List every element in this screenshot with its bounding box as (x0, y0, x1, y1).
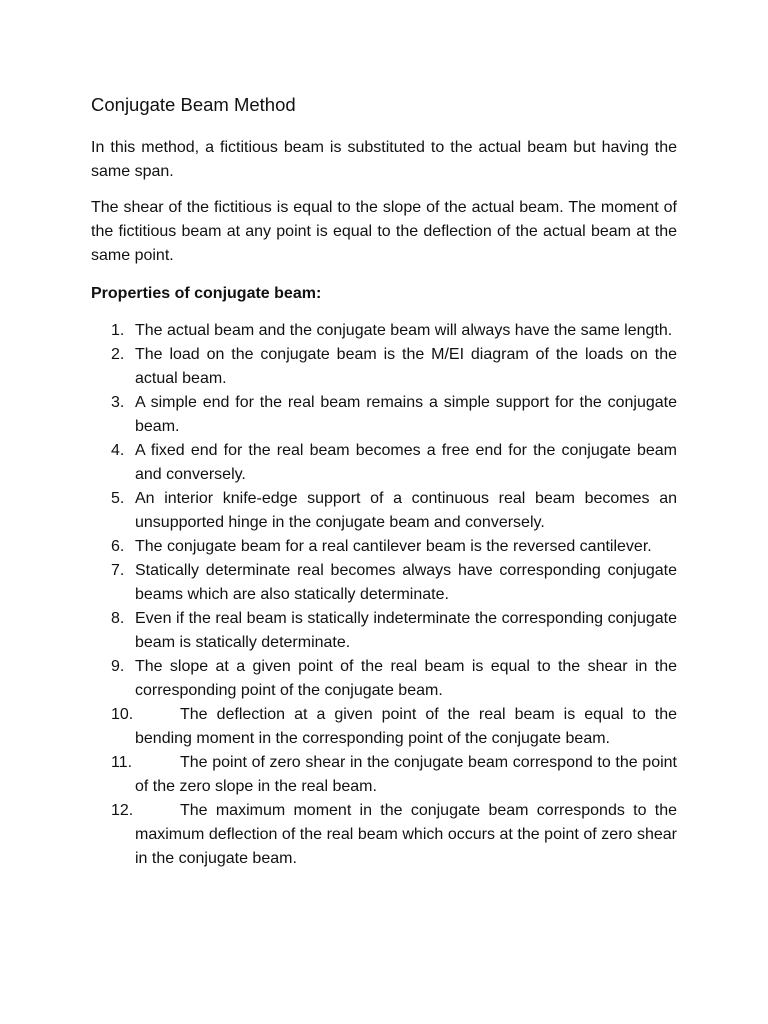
list-item-text: The maximum moment in the conjugate beam corresponds to the maximum deflection of the real beam which occurs at the point of zero shear in the conjugate beam. (135, 802, 677, 867)
list-item-number: 7. (111, 562, 125, 579)
shear-moment-paragraph: The shear of the fictitious is equal to the slope of the actual beam. The moment of the fictitious beam at any point is equal to the deflection of the actual beam at the same point. (91, 199, 677, 264)
list-item (91, 655, 677, 703)
list-item-text: The deflection at a given point of the real beam is equal to the bending moment in the corresponding point of the conjugate beam. (135, 706, 677, 747)
list-item-number: 8. (111, 610, 125, 627)
list-item (91, 559, 677, 607)
properties-list (91, 319, 677, 871)
list-item-text: The point of zero shear in the conjugate beam correspond to the point of the zero slope in the real beam. (135, 754, 677, 795)
intro-paragraph: In this method, a fictitious beam is substituted to the actual beam but having the same span. (91, 139, 677, 180)
list-item (91, 535, 677, 559)
list-item-text: A simple end for the real beam remains a simple support for the conjugate beam. (135, 394, 677, 435)
list-item-number: 4. (111, 442, 125, 459)
list-item (91, 343, 677, 391)
document-page (91, 92, 677, 871)
list-item-number: 10. (111, 706, 134, 723)
list-item-number: 3. (111, 394, 125, 411)
list-item-number: 2. (111, 346, 125, 363)
list-item-text: An interior knife-edge support of a continuous real beam becomes an unsupported hinge in the conjugate beam and conversely. (135, 490, 677, 531)
list-item (91, 703, 677, 751)
list-item-text: The load on the conjugate beam is the M/EI diagram of the loads on the actual beam. (135, 346, 677, 387)
list-item (91, 487, 677, 535)
list-item-number: 6. (111, 538, 125, 555)
list-item-text: The conjugate beam for a real cantilever beam is the reversed cantilever. (135, 538, 652, 555)
list-item-text: The slope at a given point of the real beam is equal to the shear in the corresponding point of the conjugate beam. (135, 658, 677, 699)
list-item (91, 439, 677, 487)
list-item (91, 799, 677, 871)
list-item (91, 391, 677, 439)
page-title: Conjugate Beam Method (91, 94, 296, 115)
list-item-text: A fixed end for the real beam becomes a free end for the conjugate beam and conversely. (135, 442, 677, 483)
list-item (91, 751, 677, 799)
list-item-number: 11. (111, 754, 133, 771)
list-item-text: Even if the real beam is statically indeterminate the corresponding conjugate beam is statically determinate. (135, 610, 677, 651)
list-item-number: 12. (111, 802, 134, 819)
list-item (91, 607, 677, 655)
properties-heading: Properties of conjugate beam: (91, 285, 322, 302)
list-item-text: The actual beam and the conjugate beam will always have the same length. (135, 322, 673, 339)
list-item-number: 5. (111, 490, 125, 507)
list-item (91, 319, 677, 343)
list-item-number: 9. (111, 658, 125, 675)
list-item-number: 1. (111, 322, 125, 339)
list-item-text: Statically determinate real becomes always have corresponding conjugate beams which are also statically determinate. (135, 562, 677, 603)
